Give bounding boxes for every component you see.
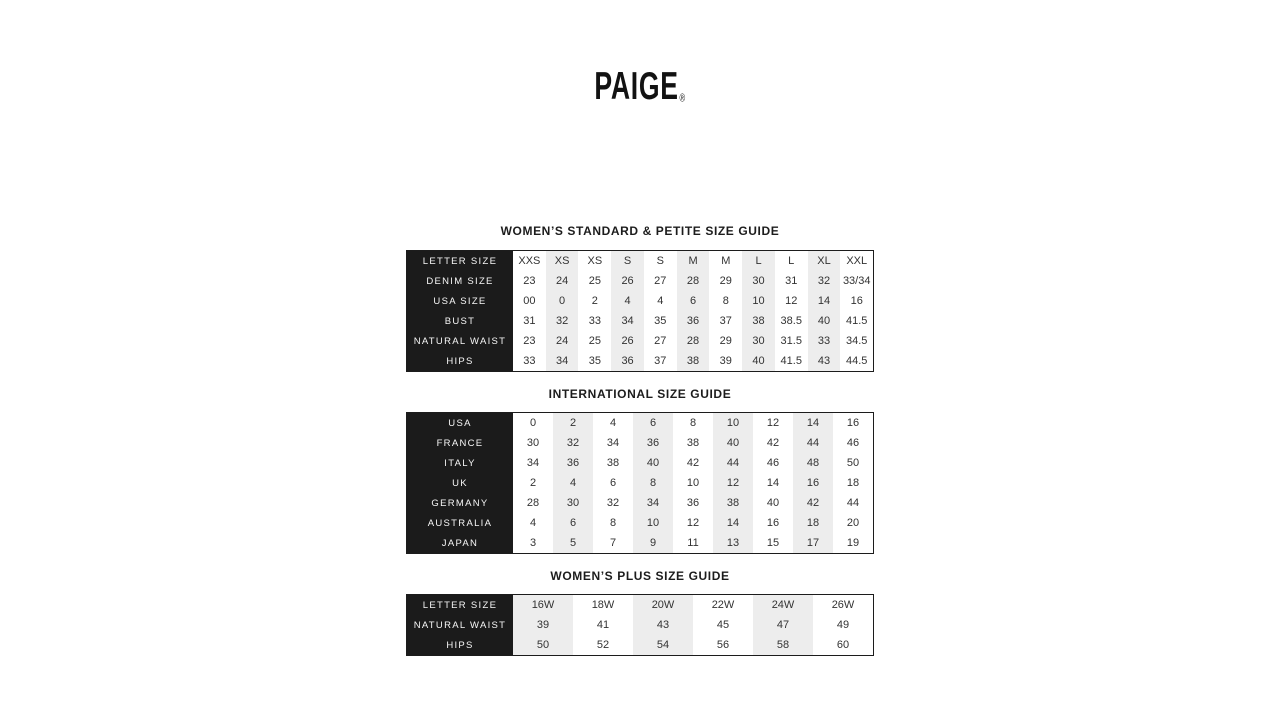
size-cell: 31.5 — [780, 335, 802, 347]
row-label: ITALY — [407, 453, 513, 473]
size-cell: 32 — [553, 433, 593, 453]
row-label: LETTER SIZE — [407, 595, 513, 615]
size-cell: 0 — [546, 291, 579, 311]
size-cell: 6 — [677, 291, 710, 311]
size-cell: 2 — [591, 295, 598, 307]
size-cell: 38.5 — [780, 315, 802, 327]
table-row — [407, 513, 873, 533]
size-cell: XL — [808, 251, 841, 271]
size-cell: 33 — [523, 355, 536, 367]
size-cell: 12 — [766, 417, 780, 429]
size-cell: 39 — [719, 355, 732, 367]
size-cell: 12 — [785, 295, 798, 307]
size-cell: 48 — [793, 453, 833, 473]
size-cell: 36 — [611, 351, 644, 371]
size-cell: 26 — [611, 271, 644, 291]
table-row — [407, 271, 873, 291]
size-cell: 10 — [633, 513, 673, 533]
row-label: JAPAN — [407, 533, 513, 553]
table-title: INTERNATIONAL SIZE GUIDE — [548, 387, 732, 401]
size-cell: 26 — [611, 331, 644, 351]
size-cell: 40 — [742, 351, 775, 371]
paige-logo-inner — [595, 66, 686, 110]
size-cell: 16 — [846, 417, 860, 429]
size-cell: 35 — [588, 355, 601, 367]
size-cell: 4 — [529, 517, 537, 529]
size-cell: 24 — [546, 331, 579, 351]
size-cell: 40 — [808, 311, 841, 331]
size-cell: 10 — [742, 291, 775, 311]
size-cell: 41.5 — [780, 355, 802, 367]
table-row — [407, 413, 873, 433]
size-cell: 16 — [766, 517, 780, 529]
size-cell: 42 — [686, 457, 700, 469]
size-cell: 29 — [719, 275, 732, 287]
size-cell: 4 — [609, 417, 617, 429]
size-cell: 44 — [846, 497, 860, 509]
size-cell: 25 — [588, 275, 601, 287]
size-cell: 14 — [793, 413, 833, 433]
size-cell: M — [677, 251, 710, 271]
table-title: WOMEN’S STANDARD & PETITE SIZE GUIDE — [500, 224, 780, 238]
registered-trademark-icon: ® — [679, 92, 686, 105]
size-cell: 30 — [742, 271, 775, 291]
size-cell: 34 — [606, 437, 620, 449]
size-cell: 32 — [808, 271, 841, 291]
size-cell: 27 — [654, 275, 667, 287]
table-row — [407, 433, 873, 453]
size-cell: 18 — [846, 477, 860, 489]
size-cell: 6 — [609, 477, 617, 489]
size-cell: 32 — [546, 311, 579, 331]
size-cell: XS — [546, 251, 579, 271]
size-cell: 36 — [633, 433, 673, 453]
size-cell: 46 — [846, 437, 860, 449]
size-cell: 33 — [588, 315, 601, 327]
size-cell: S — [656, 255, 664, 267]
table-row — [407, 595, 873, 615]
size-cell: 29 — [719, 335, 732, 347]
size-cell: 38 — [677, 351, 710, 371]
size-cell: 38 — [686, 437, 700, 449]
size-cell: 46 — [766, 457, 780, 469]
size-cell: 49 — [836, 619, 850, 631]
size-cell: 4 — [657, 295, 664, 307]
size-cell: 38 — [742, 311, 775, 331]
size-cell: 23 — [523, 335, 536, 347]
table-row — [407, 453, 873, 473]
row-label: LETTER SIZE — [407, 251, 513, 271]
row-label: HIPS — [407, 351, 513, 371]
table-title: WOMEN’S PLUS SIZE GUIDE — [550, 569, 730, 583]
size-cell: 11 — [687, 537, 699, 549]
size-cell: 28 — [677, 331, 710, 351]
size-cell: XXL — [846, 255, 868, 267]
size-cell: 34 — [546, 351, 579, 371]
size-cell: 31 — [523, 315, 536, 327]
size-cell: 30 — [742, 331, 775, 351]
size-table — [406, 594, 874, 656]
row-label: HIPS — [407, 635, 513, 655]
size-cell: 36 — [677, 311, 710, 331]
size-cell: 47 — [753, 615, 813, 635]
size-cell: 5 — [553, 533, 593, 553]
row-label: NATURAL WAIST — [407, 331, 513, 351]
row-label: AUSTRALIA — [407, 513, 513, 533]
row-label: UK — [407, 473, 513, 493]
table-row — [407, 311, 873, 331]
size-cell: M — [721, 255, 731, 267]
size-cell: 35 — [654, 315, 667, 327]
size-cell: 16 — [850, 295, 863, 307]
size-cell: 24W — [753, 595, 813, 615]
size-cell: 34 — [526, 457, 540, 469]
size-cell: 44 — [713, 453, 753, 473]
size-cell: 12 — [686, 517, 700, 529]
size-cell: 37 — [654, 355, 667, 367]
paige-logo-text: PAIGE — [594, 65, 679, 109]
size-cell: L — [788, 255, 795, 267]
row-label: BUST — [407, 311, 513, 331]
row-label: DENIM SIZE — [407, 271, 513, 291]
size-cell: 00 — [523, 295, 536, 307]
size-cell: 25 — [588, 335, 601, 347]
size-cell: 20W — [633, 595, 693, 615]
size-guide-tables — [406, 224, 874, 656]
size-cell: 22W — [711, 599, 735, 611]
size-cell: 8 — [722, 295, 729, 307]
size-cell: 33 — [808, 331, 841, 351]
paige-logo — [0, 66, 1280, 109]
table-row — [407, 533, 873, 553]
size-cell: 38 — [606, 457, 620, 469]
row-label: USA SIZE — [407, 291, 513, 311]
size-cell: 14 — [766, 477, 780, 489]
size-cell: 43 — [633, 615, 693, 635]
size-cell: 26W — [831, 599, 855, 611]
size-cell: L — [742, 251, 775, 271]
size-cell: 27 — [654, 335, 667, 347]
size-cell: 15 — [766, 537, 780, 549]
size-cell: 13 — [713, 533, 753, 553]
size-cell: 34 — [633, 493, 673, 513]
size-cell: XS — [587, 255, 603, 267]
size-cell: 10 — [713, 413, 753, 433]
size-cell: 42 — [793, 493, 833, 513]
size-cell: 4 — [611, 291, 644, 311]
size-cell: 44.5 — [846, 355, 868, 367]
row-label: NATURAL WAIST — [407, 615, 513, 635]
row-label: GERMANY — [407, 493, 513, 513]
table-row — [407, 635, 873, 655]
size-cell: 23 — [523, 275, 536, 287]
size-cell: 52 — [596, 639, 610, 651]
size-cell: 42 — [766, 437, 780, 449]
size-cell: 36 — [686, 497, 700, 509]
size-cell: 20 — [846, 517, 860, 529]
size-cell: 12 — [713, 473, 753, 493]
table-row — [407, 493, 873, 513]
size-cell: 31 — [785, 275, 798, 287]
size-cell: 34 — [611, 311, 644, 331]
size-cell: 6 — [633, 413, 673, 433]
size-cell: XXS — [518, 255, 541, 267]
size-cell: 0 — [529, 417, 537, 429]
size-cell: 44 — [793, 433, 833, 453]
size-cell: 38 — [713, 493, 753, 513]
size-cell: 40 — [633, 453, 673, 473]
size-cell: 36 — [553, 453, 593, 473]
size-cell: 18 — [793, 513, 833, 533]
size-cell: 41.5 — [846, 315, 868, 327]
size-cell: 8 — [633, 473, 673, 493]
size-cell: 43 — [808, 351, 841, 371]
table-row — [407, 615, 873, 635]
size-cell: 56 — [716, 639, 730, 651]
size-cell: 37 — [719, 315, 732, 327]
size-cell: 40 — [713, 433, 753, 453]
size-cell: 60 — [836, 639, 850, 651]
size-cell: 34.5 — [846, 335, 868, 347]
size-cell: 50 — [513, 635, 573, 655]
size-cell: 32 — [606, 497, 620, 509]
size-cell: 28 — [526, 497, 540, 509]
size-cell: 19 — [846, 537, 860, 549]
row-label: USA — [407, 413, 513, 433]
table-row — [407, 331, 873, 351]
table-row — [407, 251, 873, 271]
size-cell: 41 — [596, 619, 610, 631]
size-cell: 2 — [529, 477, 537, 489]
size-cell: 8 — [689, 417, 697, 429]
size-cell: 24 — [546, 271, 579, 291]
size-table — [406, 412, 874, 554]
size-cell: 40 — [766, 497, 780, 509]
size-cell: 9 — [633, 533, 673, 553]
table-row — [407, 351, 873, 371]
row-label: FRANCE — [407, 433, 513, 453]
table-row — [407, 291, 873, 311]
size-cell: 28 — [677, 271, 710, 291]
size-cell: 14 — [808, 291, 841, 311]
size-cell: 30 — [553, 493, 593, 513]
size-cell: 18W — [591, 599, 615, 611]
size-cell: 2 — [553, 413, 593, 433]
size-cell: 3 — [529, 537, 537, 549]
size-cell: 17 — [793, 533, 833, 553]
size-cell: S — [611, 251, 644, 271]
size-cell: 58 — [753, 635, 813, 655]
size-table — [406, 250, 874, 372]
size-cell: 4 — [553, 473, 593, 493]
size-cell: 16W — [513, 595, 573, 615]
size-cell: 33/34 — [842, 275, 871, 287]
size-cell: 39 — [513, 615, 573, 635]
size-cell: 8 — [609, 517, 617, 529]
size-cell: 7 — [609, 537, 617, 549]
size-cell: 50 — [846, 457, 860, 469]
table-row — [407, 473, 873, 493]
size-cell: 45 — [716, 619, 730, 631]
size-cell: 10 — [686, 477, 700, 489]
size-cell: 54 — [633, 635, 693, 655]
size-cell: 14 — [713, 513, 753, 533]
size-cell: 30 — [526, 437, 540, 449]
size-cell: 6 — [553, 513, 593, 533]
size-cell: 16 — [793, 473, 833, 493]
